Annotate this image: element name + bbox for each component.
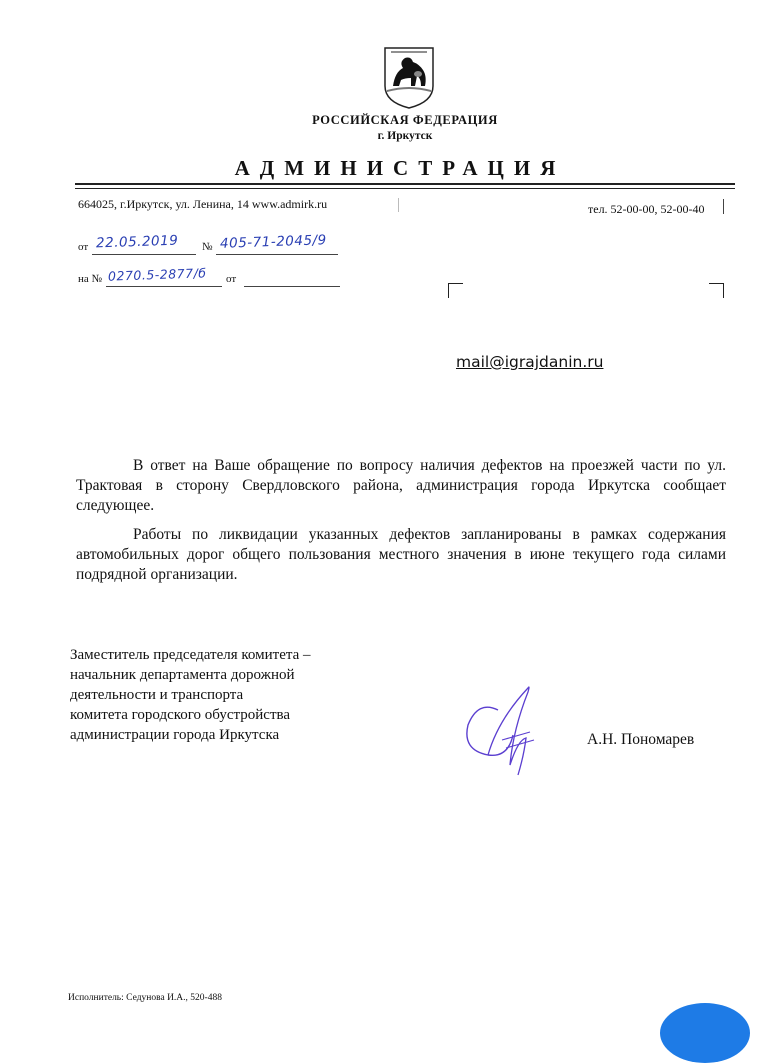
handwritten-signature-icon (458, 680, 548, 780)
number-underline (216, 254, 338, 255)
city-name: г. Иркутск (377, 130, 433, 142)
date-underline (92, 254, 196, 255)
reply-from-label: от (226, 273, 237, 285)
date-label: от (78, 241, 89, 253)
phone-line: тел. 52-00-00, 52-00-40 (588, 202, 705, 216)
number-label: № (202, 241, 213, 253)
reply-label: на № (78, 273, 103, 285)
reply-underline (106, 286, 222, 287)
floating-action-button[interactable] (660, 1003, 750, 1063)
divider (723, 199, 724, 214)
organization-title: АДМИНИСТРАЦИЯ (234, 156, 566, 180)
executor-info: Исполнитель: Седунова И.А., 520-488 (68, 993, 222, 1003)
reply-number-handwritten: 0270.5-2877/б (107, 265, 207, 284)
address-line: 664025, г.Иркутск, ул. Ленина, 14 www.admirk.ru (78, 197, 328, 211)
recipient-corner-left (448, 283, 463, 298)
signer-position (70, 645, 311, 745)
signer-position-line: комитета городского обустройства (70, 707, 291, 723)
number-handwritten: 405-71-2045/9 (219, 232, 327, 252)
divider (398, 198, 399, 212)
signer-name: А.Н. Пономарев (587, 731, 695, 748)
signer-position-line: начальник департамента дорожной (70, 667, 295, 683)
recipient-email[interactable]: mail@igrajdanin.ru (456, 353, 604, 371)
date-handwritten: 22.05.2019 (95, 232, 179, 252)
signer-position-line: администрации города Иркутска (70, 727, 280, 743)
reply-date-underline (244, 286, 340, 287)
signer-position-line: Заместитель председателя комитета – (70, 647, 311, 663)
header-rule-thick (75, 183, 735, 185)
country-name: РОССИЙСКАЯ ФЕДЕРАЦИЯ (312, 113, 498, 127)
signer-position-line: деятельности и транспорта (70, 687, 244, 703)
header-rule-thin (75, 188, 735, 189)
body-paragraph: В ответ на Ваше обращение по вопросу наличия дефектов на проезжей части по ул. Трактовая в сторону Свердловского района, администрация города Иркутска сообщает следующее. (76, 457, 726, 514)
recipient-corner-right (709, 283, 724, 298)
coat-of-arms-icon (383, 46, 435, 110)
body-paragraph: Работы по ликвидации указанных дефектов запланированы в рамках содержания автомобильных дорог общего пользования местного значения в июне текущего года силами подрядной организации. (76, 526, 726, 583)
